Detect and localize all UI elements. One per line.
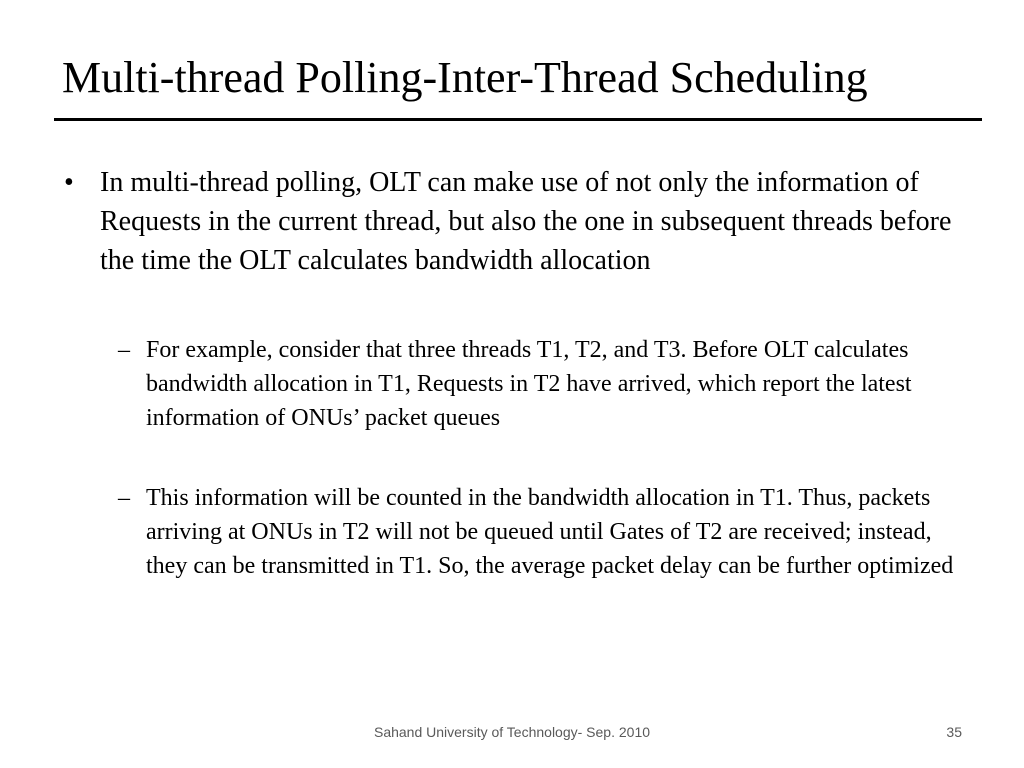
sub-bullet-item	[118, 333, 972, 435]
sub-bullet-marker: –	[118, 337, 130, 363]
footer-text: Sahand University of Technology- Sep. 2010	[373, 724, 651, 740]
slide-title: Multi-thread Polling-Inter-Thread Scheduling	[62, 53, 868, 102]
sub-bullet-text: For example, consider that three threads T1, T2, and T3. Before OLT calculates bandwidth allocation in T1, Requests in T2 have arrived, which report the latest information of ONUs’ packet queues	[146, 337, 912, 431]
bullet-text: In multi-thread polling, OLT can make use of not only the information of Requests in the current thread, but also the one in subsequent threads before the time the OLT calculates bandwidth allocation	[100, 167, 952, 276]
sub-bullet-text: This information will be counted in the bandwidth allocation in T1. Thus, packets arriving at ONUs in T2 will not be queued until Gates of T2 are received; instead, they can be transmitted in T1. So, the average packet delay can be further optimized	[146, 485, 954, 579]
sub-bullet-marker: –	[118, 485, 130, 511]
sub-bullet-item	[118, 481, 972, 583]
slide-number: 35	[946, 724, 962, 740]
bullet-marker: •	[64, 167, 74, 198]
bullet-item	[64, 163, 980, 280]
title-underline	[54, 118, 982, 121]
